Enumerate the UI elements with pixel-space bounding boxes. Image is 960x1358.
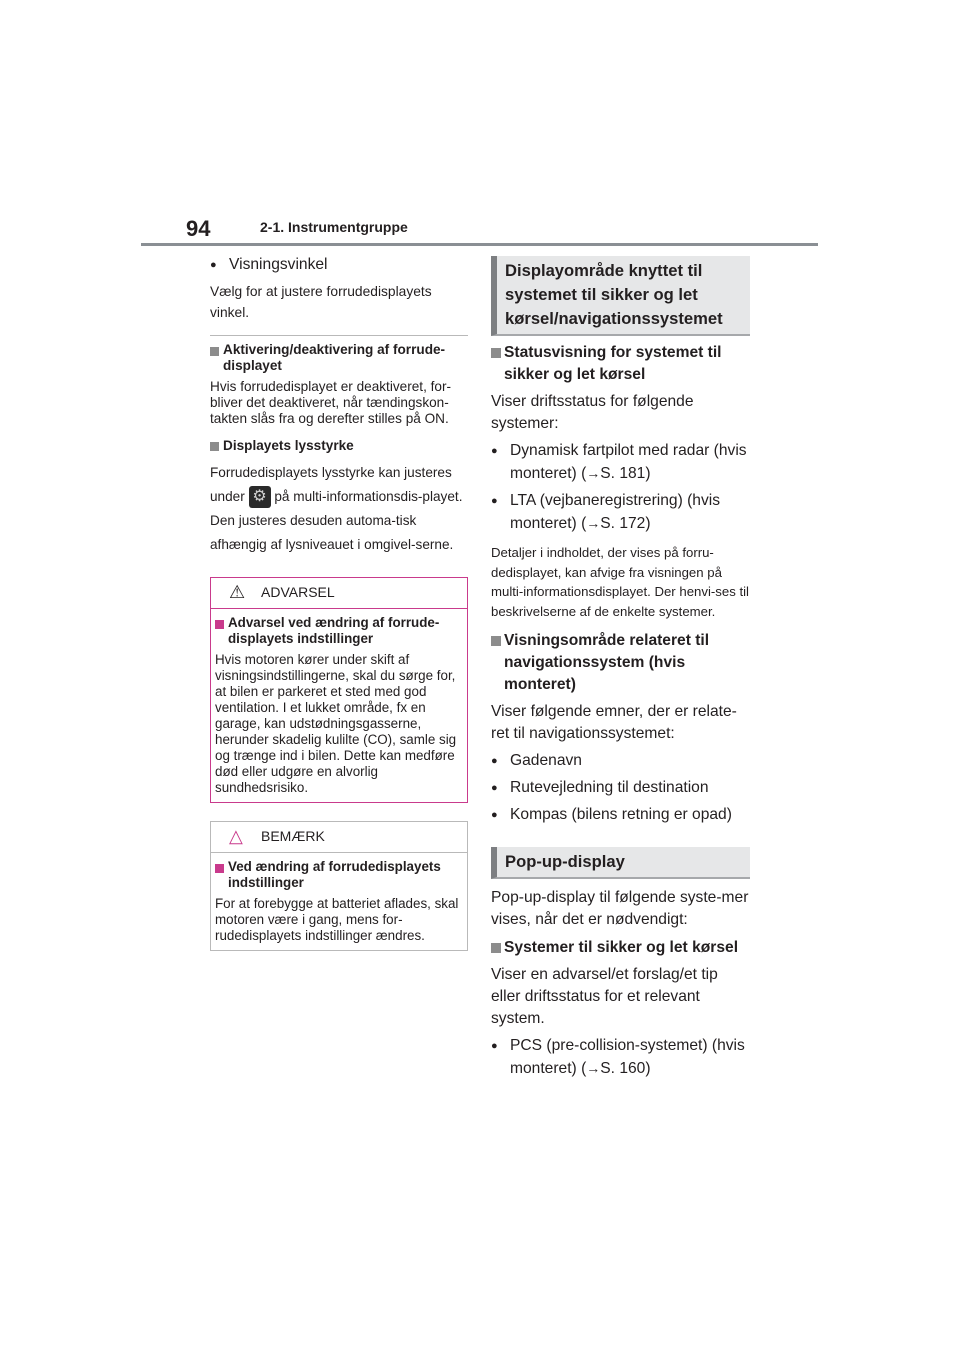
bullet-gadenavn	[491, 750, 750, 772]
section-head-systemer: Systemer til sikker og let kørsel	[491, 937, 750, 959]
header-divider	[141, 243, 818, 246]
section-divider	[210, 335, 468, 336]
popup-text: Pop-up-display til følgende syste-mer vises, når det er nødvendigt:	[491, 889, 749, 928]
pcs-text: PCS (pre-collision-systemet) (hvis monteret) (	[510, 1037, 745, 1077]
right-column	[491, 256, 750, 1080]
note-body	[211, 853, 467, 950]
note-triangle-icon: △	[229, 826, 243, 846]
bullet-rutevejledning	[491, 777, 750, 799]
lysstyrke-text-b: på multi-informationsdis-playet. Den justeres desuden automa-tisk afhængig af lysniveauet i omgivel-serne.	[210, 489, 463, 552]
lta-ref: S. 172)	[600, 515, 651, 532]
section-head-aktivering: Aktivering/deaktivering af forrude-displayet	[210, 342, 468, 374]
gadenavn-text: Gadenavn	[510, 752, 582, 769]
arrow-icon: →	[586, 465, 601, 481]
warning-text: Hvis motoren kører under skift af visningsindstillingerne, skal du sørge for, at bilen er parkeret et sted med god ventilation. I et lukket område, fx en garage, kan udstødningsgasserne, herunder skadelig kulilte (CO), samle sig og trænge ind i bilen. Dette kan medføre død eller udgøre en alvorlig sundhedsrisiko.	[215, 652, 457, 795]
warning-box	[210, 577, 468, 803]
detail-note: Detaljer i indholdet, der vises på forru-dedisplayet, kan afvige fra visningen på multi-informationsdisplayet. Der henvi-ses til beskrivelserne af de enkelte systemer.	[491, 545, 749, 619]
pcs-ref: S. 160)	[600, 1060, 651, 1077]
lysstyrke-text-a: Forrudedisplayets lysstyrke kan justeres under	[210, 465, 452, 504]
warning-title: ADVARSEL	[261, 584, 335, 600]
section-text-lysstyrke	[210, 461, 468, 557]
note-header	[211, 822, 467, 853]
note-box	[210, 821, 468, 951]
section-text-systemer: Viser en advarsel/et forslag/et tip eller driftsstatus for et relevant system.	[491, 966, 718, 1027]
section-bar-displayomraade: Displayområde knyttet til systemet til sikker og let kørsel/navigationssystemet	[491, 256, 750, 336]
fartpilot-text: Dynamisk fartpilot med radar (hvis monteret) (	[510, 442, 747, 482]
section-head-statusvisning: Statusvisning for systemet til sikker og let kørsel	[491, 342, 750, 386]
bullet-visningsvinkel	[210, 254, 468, 276]
warning-header	[211, 578, 467, 609]
bullet-lta	[491, 490, 750, 535]
arrow-icon: →	[586, 515, 601, 531]
bullet-kompas	[491, 804, 750, 826]
gear-icon: ⚙	[249, 486, 271, 508]
arrow-icon: →	[586, 1060, 601, 1076]
bullet-title: Visningsvinkel	[229, 256, 328, 273]
section-text-aktivering: Hvis forrudedisplayet er deaktiveret, for-bliver det deaktiveret, når tændingskon-takten slås fra og derefter stilles på ON.	[210, 379, 452, 426]
lta-text: LTA (vejbaneregistrering) (hvis monteret) (	[510, 492, 721, 532]
page-number: 94	[186, 216, 211, 241]
section-text-statusvisning: Viser driftsstatus for følgende systemer:	[491, 393, 694, 432]
section-head-navigation: Visningsområde relateret til navigationssystem (hvis monteret)	[491, 630, 750, 696]
section-bar-popup: Pop-up-display	[491, 847, 750, 879]
warning-body	[211, 609, 467, 802]
bullet-fartpilot	[491, 440, 750, 485]
note-head: Ved ændring af forrudedisplayets indstillinger	[215, 859, 462, 891]
warning-head: Advarsel ved ændring af forrude-displayets indstillinger	[215, 615, 462, 647]
rutevejledning-text: Rutevejledning til destination	[510, 779, 709, 796]
note-text: For at forebygge at batteriet aflades, skal motoren være i gang, mens for-rudedisplayets indstillinger ændres.	[215, 896, 459, 943]
fartpilot-ref: S. 181)	[600, 465, 651, 482]
chapter-title: 2-1. Instrumentgruppe	[260, 219, 408, 235]
left-column	[210, 254, 468, 951]
bullet-pcs	[491, 1035, 750, 1080]
bullet-text: Vælg for at justere forrudedisplayets vinkel.	[210, 284, 432, 320]
section-text-navigation: Viser følgende emner, der er relate-ret til navigationssystemet:	[491, 703, 737, 742]
note-title: BEMÆRK	[261, 828, 325, 844]
kompas-text: Kompas (bilens retning er opad)	[510, 806, 732, 823]
section-head-lysstyrke: Displayets lysstyrke	[210, 437, 468, 455]
warning-triangle-icon: ⚠	[229, 582, 246, 602]
